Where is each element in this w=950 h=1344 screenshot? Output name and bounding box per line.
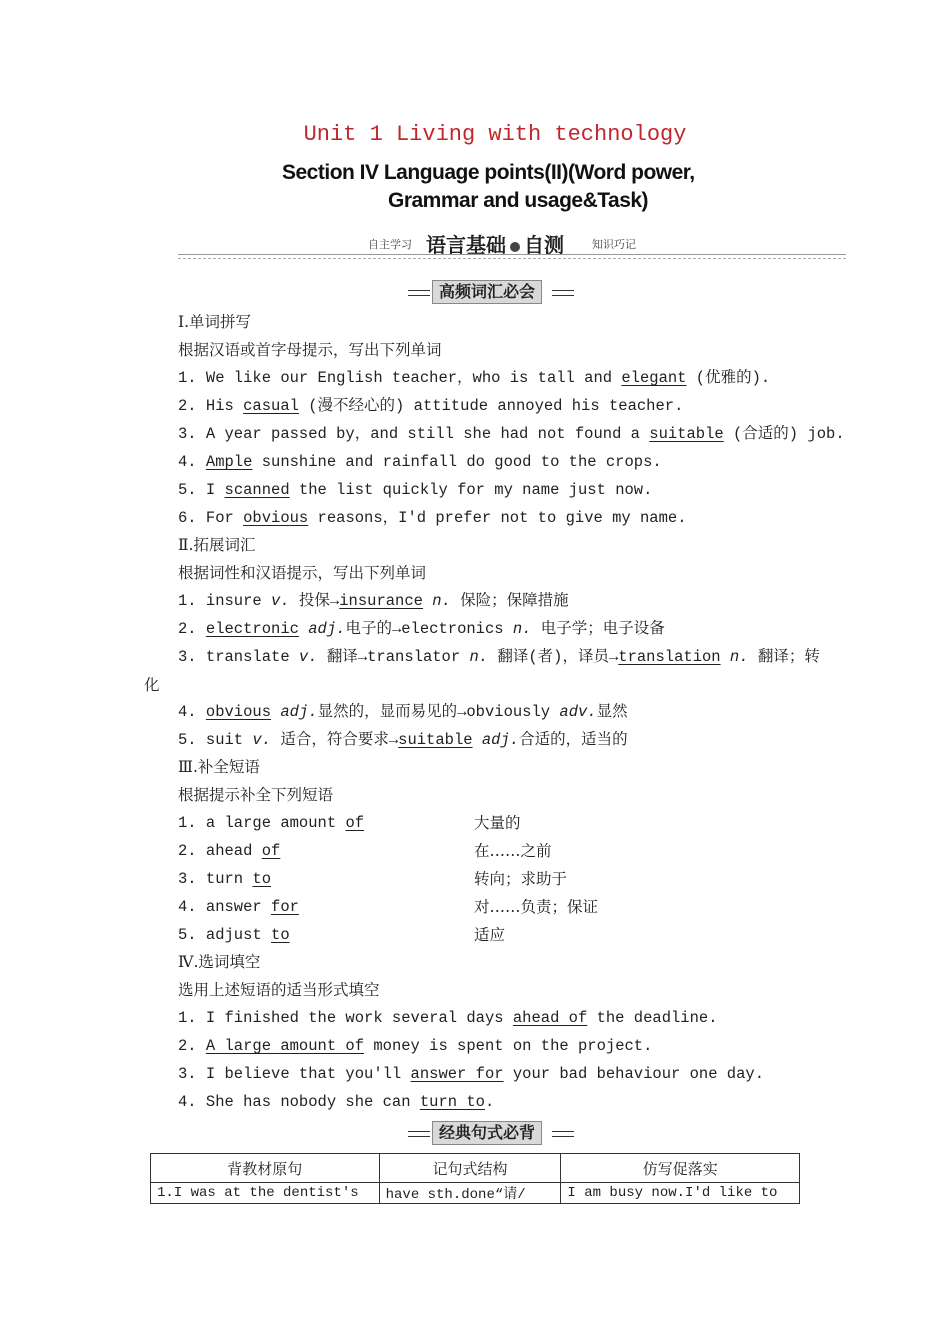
table-cell: have sth.done“请/: [379, 1183, 561, 1204]
part1-instruction: 根据汉语或首字母提示，写出下列单词: [178, 341, 442, 359]
answer: obvious: [243, 509, 309, 527]
answer: elegant: [621, 369, 687, 387]
section-banner: [178, 228, 846, 258]
answer: for: [271, 898, 299, 916]
answer: ahead of: [512, 1009, 588, 1027]
part1-item-1: 1. We like our English teacher，who is tall and elegant (优雅的).: [178, 369, 771, 387]
part2-item-3: 3. translate v. 翻译→translator n. 翻译(者)，译员→translation n. 翻译；转: [178, 648, 820, 666]
part3-item-4: 4. answer for: [178, 898, 299, 916]
header-bar-left: [408, 290, 430, 296]
part3-meaning-3: 转向；求助于: [474, 870, 568, 888]
part3-meaning-2: 在……之前: [474, 842, 552, 860]
answer: answer for: [410, 1065, 504, 1083]
sentence-header: [408, 1121, 574, 1143]
banner-left-label: 自主学习: [368, 238, 412, 251]
part1-heading: Ⅰ.单词拼写: [178, 313, 252, 331]
part1-item-2: 2. His casual (漫不经心的) attitude annoyed his teacher.: [178, 397, 684, 415]
banner-main-text: 语言基础: [426, 235, 506, 257]
answer: of: [345, 814, 365, 832]
answer: translation: [618, 648, 721, 666]
part3-meaning-1: 大量的: [474, 814, 521, 832]
answer: turn to: [419, 1093, 485, 1111]
answer: scanned: [224, 481, 290, 499]
header-bar-right: [552, 1131, 574, 1137]
part2-item-1: 1. insure v. 投保→insurance n. 保险；保障措施: [178, 592, 569, 610]
table-cell: 1.I was at the dentist's: [151, 1183, 380, 1204]
part3-instruction: 根据提示补全下列短语: [178, 786, 334, 804]
part2-item-3-wrap: 化: [144, 676, 160, 694]
part1-item-4: 4. Ample sunshine and rainfall do good to the crops.: [178, 453, 662, 471]
part3-item-5: 5. adjust to: [178, 926, 290, 944]
answer: to: [271, 926, 290, 944]
part2-heading: Ⅱ.拓展词汇: [178, 536, 256, 554]
table-header-cell: 仿写促落实: [561, 1154, 800, 1183]
part4-item-4: 4. She has nobody she can turn to.: [178, 1093, 495, 1111]
part2-item-5: 5. suit v. 适合，符合要求→suitable adj.合适的，适当的: [178, 731, 628, 749]
part2-instruction: 根据词性和汉语提示，写出下列单词: [178, 564, 427, 582]
table-cell: I am busy now.I'd like to: [561, 1183, 800, 1204]
table-header-cell: 背教材原句: [151, 1154, 380, 1183]
part4-item-3: 3. I believe that you'll answer for your bad behaviour one day.: [178, 1065, 765, 1083]
answer: to: [252, 870, 272, 888]
header-bar-left: [408, 1131, 430, 1137]
answer: casual: [243, 397, 299, 415]
banner-rule: [178, 254, 846, 259]
table-header-cell: 记句式结构: [379, 1154, 561, 1183]
part1-item-5: 5. I scanned the list quickly for my name just now.: [178, 481, 653, 499]
table-row: [151, 1183, 800, 1204]
vocab-header: [408, 280, 574, 302]
part4-heading: Ⅳ.选词填空: [178, 953, 261, 971]
answer: Ample: [205, 453, 253, 471]
banner-sub-text: 自测: [524, 235, 564, 257]
answer: insurance: [339, 592, 423, 610]
part4-instruction: 选用上述短语的适当形式填空: [178, 981, 380, 999]
sentence-header-label: 经典句式必背: [432, 1121, 542, 1145]
section-title-line2: Grammar and usage&Task): [388, 189, 649, 212]
part2-item-4: 4. obvious adj.显然的，显而易见的→obviously adv.显然: [178, 703, 628, 721]
part4-item-2: 2. A large amount of money is spent on the project.: [178, 1037, 653, 1055]
part2-item-2: 2. electronic adj.电子的→electronics n. 电子学；电子设备: [178, 620, 665, 638]
answer: suitable: [649, 425, 724, 443]
vocab-header-label: 高频词汇必会: [432, 280, 542, 304]
part4-item-1: 1. I finished the work several days ahead of the deadline.: [178, 1009, 718, 1027]
banner-dot-icon: [510, 242, 520, 252]
answer: A large amount of: [205, 1037, 365, 1055]
part3-meaning-5: 适应: [474, 926, 506, 944]
part1-item-6: 6. For obvious reasons，I'd prefer not to give my name.: [178, 509, 687, 527]
sentence-table: [150, 1153, 800, 1204]
answer: of: [261, 842, 281, 860]
part3-item-2: 2. ahead of: [178, 842, 281, 860]
section-title-line1: Section IV Language points(II)(Word power,: [282, 161, 695, 184]
part3-item-1: 1. a large amount of: [178, 814, 365, 832]
header-bar-right: [552, 290, 574, 296]
answer: obvious: [205, 703, 272, 721]
part3-meaning-4: 对……负责；保证: [474, 898, 599, 916]
table-header-row: [151, 1154, 800, 1183]
answer: electronic: [205, 620, 299, 638]
unit-title: Unit 1 Living with technology: [303, 122, 687, 147]
part3-heading: Ⅲ.补全短语: [178, 758, 260, 776]
banner-right-label: 知识巧记: [592, 238, 636, 251]
part1-item-3: 3. A year passed by，and still she had not found a suitable (合适的) job.: [178, 425, 845, 443]
part3-item-3: 3. turn to: [178, 870, 272, 888]
answer: suitable: [398, 731, 473, 749]
